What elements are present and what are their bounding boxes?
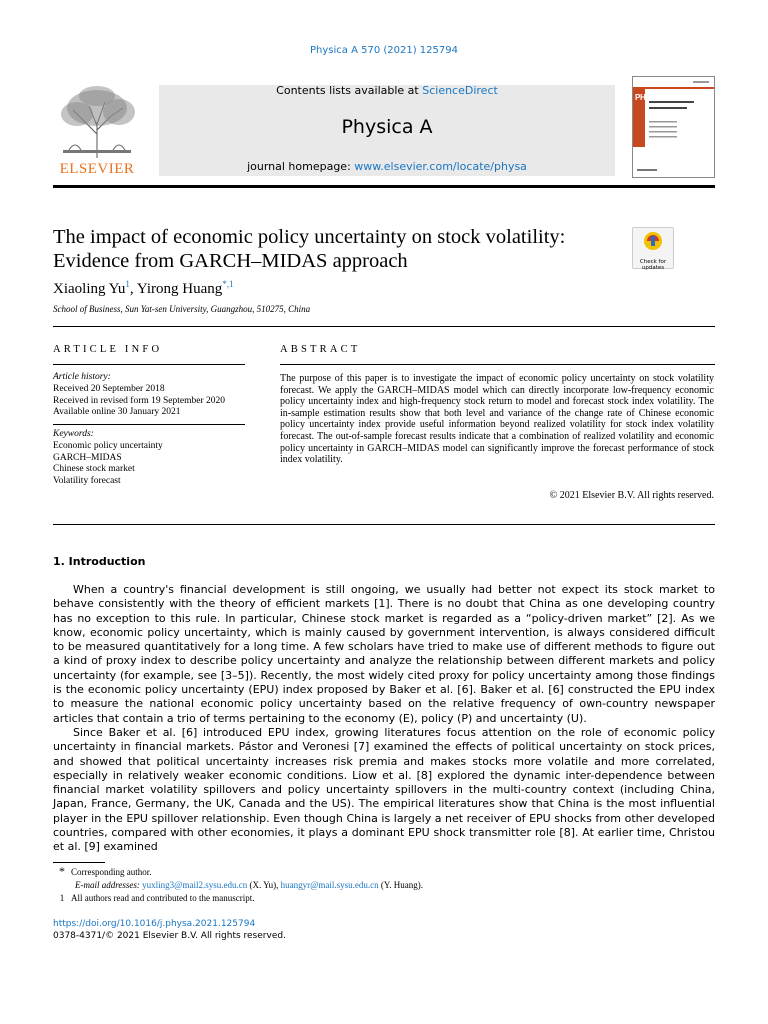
crossmark-icon: [633, 228, 673, 254]
history-label: Article history:: [53, 372, 111, 382]
header-rule: [53, 185, 715, 188]
author-name: Yirong Huang: [136, 281, 223, 297]
email-owner: (X. Yu),: [249, 880, 279, 890]
homepage-link[interactable]: www.elsevier.com/locate/physa: [354, 160, 527, 173]
keywords-block: [53, 429, 253, 488]
homepage-line: [159, 160, 615, 173]
email-label: E-mail addresses:: [75, 880, 140, 890]
doi-block: [53, 918, 286, 942]
history-item: Received 20 September 2018: [53, 383, 165, 394]
abstract-heading: ABSTRACT: [280, 344, 361, 355]
keyword: Economic policy uncertainty: [53, 440, 163, 451]
email-link[interactable]: huangyr@mail.sysu.edu.cn: [280, 880, 379, 890]
divider: [53, 424, 245, 425]
journal-citation[interactable]: [0, 45, 768, 56]
author-footnote-ref[interactable]: 1: [125, 279, 130, 289]
contents-line: [159, 84, 615, 97]
footnote-mark: *: [59, 864, 65, 878]
affiliation: School of Business, Sun Yat-sen University, Guangzhou, 510275, China: [53, 304, 311, 314]
contents-prefix: Contents lists available at: [276, 84, 419, 97]
citation-link[interactable]: Physica A 570 (2021) 125794: [310, 45, 458, 56]
email-owner: (Y. Huang).: [380, 880, 423, 890]
footnotes: [53, 865, 423, 905]
author-name: Xiaoling Yu: [53, 281, 126, 297]
authors-note: All authors read and contributed to the manuscript.: [71, 893, 255, 903]
article-history: [53, 372, 253, 419]
email-link[interactable]: yuxling3@mail2.sysu.edu.cn: [142, 880, 248, 890]
corresponding-note: Corresponding author.: [71, 867, 152, 877]
keyword: Chinese stock market: [53, 464, 135, 475]
sciencedirect-link[interactable]: ScienceDirect: [422, 84, 498, 97]
footnote-rule: [53, 862, 105, 863]
divider: [280, 364, 715, 365]
divider: [53, 326, 715, 327]
crossmark-label: Check for updates: [639, 259, 667, 271]
journal-name: Physica A: [341, 116, 433, 138]
history-item: Received in revised form 19 September 2020: [53, 395, 226, 406]
footnote-mark: 1: [59, 893, 65, 903]
author-list: [53, 279, 233, 298]
divider: [53, 364, 245, 365]
introduction-body: [53, 583, 715, 855]
elsevier-wordmark: ELSEVIER: [59, 161, 135, 177]
section-heading-introduction: 1. Introduction: [53, 555, 146, 568]
journal-cover-thumbnail[interactable]: [632, 76, 715, 178]
history-item: Available online 30 January 2021: [53, 407, 181, 418]
title-line-1: The impact of economic policy uncertainty on stock volatility:: [53, 226, 566, 248]
abstract-text: The purpose of this paper is to investigate the impact of economic policy uncertainty on stock volatility forecast. We apply the GARCH–MIDAS model which can directly incorporate low-frequency economic policy uncertainty index and high-frequency stock return to model and forecast stock index volatility. The in-sample estimation results show that both level and variance of the change rate of Chinese economic policy uncertainty index provide useful information beyond realized volatility for stock index volatility forecast. The out-of-sample forecast results indicate that a combination of realized volatility and economic policy uncertainty in GARCH–MIDAS model can significantly improve the forecast performance of stock index volatility.: [280, 373, 714, 466]
cover-title: PHYSICA: [635, 93, 669, 102]
paragraph: When a country's financial development is still ongoing, we usually had better not expect its stock market to behave consistently with the theory of efficient markets [1]. There is no doubt that China as one developing country has no exception to this rule. In particular, Chinese stock market is regarded as a “policy-driven market” [2]. As we know, economic policy uncertainty, which is mainly caused by government intervention, is always considered difficult to be measured quantitatively for a long time. A few scholars have tried to make use of different methods to figure out a kind of proxy index to describe policy uncertainty and analyze the relationship between different markets and policy uncertainty (for example, see [3–5]). Recently, the most widely cited proxy for policy uncertainty among those findings is the economic policy uncertainty (EPU) index proposed by Baker et al. [6]. Baker et al. [6] constructed the EPU index to measure the national economic policy uncertainty based on the relative frequency of own-country newspaper articles that contain a trio of terms pertaining to the economy (E), policy (P) and uncertainty (U).: [53, 583, 715, 725]
author-footnote-ref[interactable]: *,1: [222, 279, 234, 289]
article-info-heading: ARTICLE INFO: [53, 344, 163, 355]
title-line-2: Evidence from GARCH–MIDAS approach: [53, 250, 408, 272]
author-separator: ,: [129, 281, 137, 297]
keyword: GARCH–MIDAS: [53, 452, 122, 463]
check-for-updates-button[interactable]: [632, 227, 674, 269]
issn-line: 0378-4371/© 2021 Elsevier B.V. All rights reserved.: [53, 931, 286, 941]
homepage-prefix: journal homepage:: [247, 160, 351, 173]
keywords-label: Keywords:: [53, 429, 94, 439]
article-title: [53, 225, 613, 273]
divider: [53, 524, 715, 525]
abstract-copyright: © 2021 Elsevier B.V. All rights reserved.: [549, 490, 714, 501]
keyword: Volatility forecast: [53, 476, 121, 487]
doi-link[interactable]: https://doi.org/10.1016/j.physa.2021.125794: [53, 919, 256, 929]
paragraph: Since Baker et al. [6] introduced EPU index, growing literatures focus attention on the role of economic policy uncertainty in financial markets. Pástor and Veronesi [7] examined the effects of political uncertainty on stock prices, and showed that political uncertainty increases risk premia and makes stocks more volatile and more correlated, especially in relatively weaker economic conditions. Liow et al. [8] explored the dynamic inter-dependence between financial market volatility spillovers and policy uncertainty spillovers in the multi-country context (including China, Japan, France, Germany, the UK, Canada and the US). The empirical literatures show that China is the most influential player in the EPU spillover relationship. Even though China is largely a net receiver of EPU shocks from other developed countries, compared with other economies, it plays a dominant EPU shock transmitter role [8]. At earlier time, Christou et al. [9] examined: [53, 725, 715, 854]
